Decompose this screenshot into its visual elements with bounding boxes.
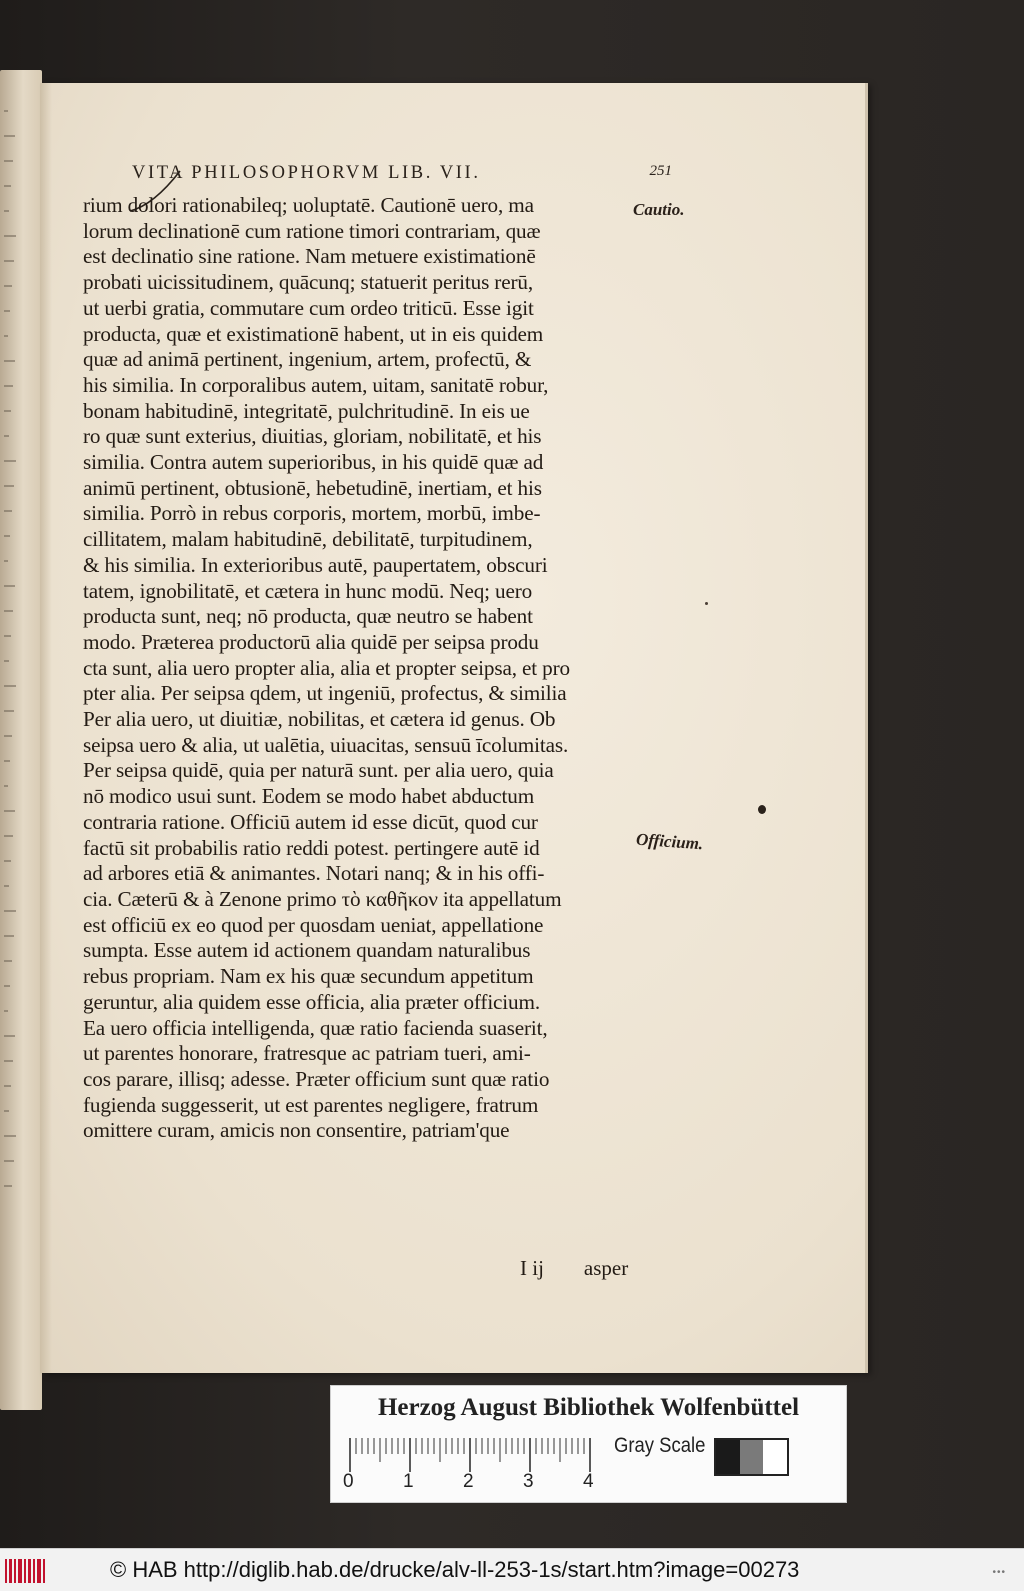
facing-page-text-trace [4, 210, 9, 212]
facing-page-text-trace [4, 735, 12, 737]
text-line: similia. Porrò in rebus corporis, mortem, morbū, imbe- [83, 501, 541, 526]
text-line: cos parare, illisq; adesse. Præter officium sunt quæ ratio [83, 1066, 550, 1091]
facing-page-text-trace [4, 485, 14, 487]
facing-page-text-trace [4, 410, 11, 412]
text-line: cta sunt, alia uero propter alia, alia et propter seipsa, et pro [83, 655, 570, 680]
page-gutter-shadow [40, 83, 52, 1373]
facing-page-text-trace [4, 685, 16, 687]
ruler-labels [343, 1471, 603, 1495]
facing-page-text-trace [4, 535, 10, 537]
facing-page-text-trace [4, 1060, 13, 1062]
running-head [132, 163, 672, 184]
text-line: est declinatio sine ratione. Nam metuere existimationē [83, 244, 536, 269]
text-line: cia. Cæterū & à Zenone primo τὸ καθῆκον ita appellatum [83, 886, 562, 911]
facing-page-text-trace [4, 810, 15, 812]
book-page [40, 83, 865, 1373]
facing-page-text-trace [4, 910, 16, 912]
text-line: producta sunt, neq; nō producta, quæ neutro se habent [83, 604, 533, 629]
facing-page-text-trace [4, 660, 9, 662]
text-line: bonam habitudinē, integritatē, pulchritudinē. In eis ue [83, 398, 530, 423]
text-line: rebus propriam. Nam ex his quæ secundum appetitum [83, 964, 534, 989]
facing-page-text-trace [4, 1035, 15, 1037]
facing-page-text-trace [4, 110, 8, 112]
facing-page-text-trace [4, 985, 10, 987]
facing-page-text-trace [4, 1160, 14, 1162]
facing-page-text-trace [4, 435, 9, 437]
text-line: Ea uero officia intelligenda, quæ ratio facienda suaserit, [83, 1015, 548, 1040]
facing-page-text-trace [4, 285, 12, 287]
ruler-label-0: 0 [343, 1471, 354, 1492]
text-line: similia. Contra autem superioribus, in his quidē quæ ad [83, 450, 544, 475]
facing-page-text-trace [4, 585, 15, 587]
text-line: Per alia uero, ut diuitiæ, nobilitas, et cætera id genus. Ob [83, 707, 556, 732]
text-line: factū sit probabilis ratio reddi potest. pertingere autē id [83, 835, 540, 860]
text-line: ro quæ sunt exterius, diuitias, gloriam, nobilitatē, et his [83, 424, 542, 449]
text-line: geruntur, alia quidem esse officia, alia præter officium. [83, 989, 540, 1014]
facing-page-text-trace [4, 510, 12, 512]
text-line: est officiū ex eo quod per quosdam ueniat, appellatione [83, 912, 544, 937]
body-text [83, 193, 673, 1144]
facing-page-text-trace [4, 560, 8, 562]
text-line: fugienda suggesserit, ut est parentes negligere, fratrum [83, 1092, 539, 1117]
text-line: seipsa uero & alia, ut ualētia, uiuacitas, sensuū īcolumitas. [83, 732, 569, 757]
text-line: tatem, ignobilitatē, et cætera in hunc modū. Neq; uero [83, 578, 533, 603]
folio-number: 251 [649, 163, 672, 179]
facing-page-text-trace [4, 385, 13, 387]
ruler-label-3: 3 [523, 1471, 534, 1492]
institution-name: Herzog August Bibliothek Wolfenbüttel [377, 1394, 800, 1421]
facing-page-text-trace [4, 160, 13, 162]
facing-page-text-trace [4, 710, 14, 712]
text-line: & his similia. In exterioribus autē, paupertatem, obscuri [83, 552, 548, 577]
facing-page-text-trace [4, 235, 16, 237]
copyright-url: © HAB http://diglib.hab.de/drucke/alv-ll-253-1s/start.htm?image=00273 [110, 1557, 800, 1582]
facing-page-edge [0, 70, 42, 1410]
text-line: Per seipsa quidē, quia per naturā sunt. per alia uero, quia [83, 758, 554, 783]
color-reference-card [330, 1385, 847, 1503]
text-line: probati uicissitudinem, quācunq; statuerit peritus rerū, [83, 270, 533, 295]
facing-page-text-trace [4, 960, 12, 962]
status-bar [0, 1548, 1024, 1591]
more-options-icon[interactable]: ••• [992, 1567, 1006, 1578]
text-line: sumpta. Esse autem id actionem quandam naturalibus [83, 938, 531, 963]
facing-page-text-trace [4, 185, 11, 187]
text-line: nō modico usui sunt. Eodem se modo habet abductum [83, 784, 535, 809]
facing-page-text-trace [4, 1085, 11, 1087]
facing-page-text-trace [4, 760, 10, 762]
ruler-label-2: 2 [463, 1471, 474, 1492]
ink-blot [758, 805, 766, 814]
facing-page-text-trace [4, 1110, 9, 1112]
facing-page-text-trace [4, 1135, 16, 1137]
scale-ruler [348, 1436, 598, 1476]
hab-barcode-logo-icon [4, 1556, 46, 1586]
gray-swatch [763, 1440, 787, 1474]
text-line: animū pertinent, obtusionē, hebetudinē, inertiam, et his [83, 475, 542, 500]
facing-page-text-trace [4, 310, 10, 312]
text-line: cillitatem, malam habitudinē, debilitatē, turpitudinem, [83, 527, 533, 552]
facing-page-text-trace [4, 635, 11, 637]
text-line: his similia. In corporalibus autem, uitam, sanitatē robur, [83, 372, 549, 397]
text-line: rium dolori rationabileq; uoluptatē. Cautionē uero, ma [83, 193, 534, 217]
facing-page-text-trace [4, 785, 8, 787]
text-line: ut parentes honorare, fratresque ac patriam tueri, ami- [83, 1041, 531, 1066]
facing-page-text-trace [4, 460, 16, 462]
marginal-note-cautio: Cautio. [633, 200, 685, 219]
facing-page-text-trace [4, 360, 15, 362]
facing-page-text-trace [4, 1010, 8, 1012]
text-line: ut uerbi gratia, commutare cum ordeo triticū. Esse igit [83, 295, 534, 320]
text-line: modo. Præterea productorū alia quidē per seipsa produ [83, 629, 539, 654]
text-line: ad arbores etiā & animantes. Notari nanq; & in his offi- [83, 861, 545, 886]
text-line: contraria ratione. Officiū autem id esse dicūt, quod cur [83, 809, 538, 834]
facing-page-text-trace [4, 885, 9, 887]
ink-speck [705, 602, 708, 605]
gray-scale-swatches [714, 1438, 789, 1476]
facing-page-text-trace [4, 135, 15, 137]
text-line: quæ ad animā pertinent, ingenium, artem, profectū, & [83, 347, 532, 372]
ruler-label-4: 4 [583, 1471, 594, 1492]
ruler-label-1: 1 [403, 1471, 414, 1492]
facing-page-text-trace [4, 835, 13, 837]
facing-page-text-trace [4, 935, 14, 937]
facing-page-text-trace [4, 860, 11, 862]
running-head-title: VITA PHILOSOPHORVM LIB. VII. [132, 163, 481, 183]
gray-scale-label: Gray Scale [614, 1434, 706, 1457]
facing-page-text-trace [4, 260, 14, 262]
catchword: asper [583, 1256, 629, 1280]
facing-page-text-trace [4, 335, 8, 337]
text-line: producta, quæ et existimationē habent, ut in eis quidem [83, 321, 544, 346]
text-line: omittere curam, amicis non consentire, patriam'que [83, 1118, 510, 1143]
gray-swatch [716, 1440, 740, 1474]
text-line: pter alia. Per seipsa qdem, ut ingeniū, profectus, & similia [83, 681, 567, 706]
text-line: lorum declinationē cum ratione timori contrariam, quæ [83, 218, 541, 243]
facing-page-text-trace [4, 1185, 12, 1187]
marginal-note-officium: Officium. [635, 829, 704, 854]
signature-line [520, 1256, 628, 1281]
gray-swatch [740, 1440, 764, 1474]
facing-page-text-trace [4, 610, 13, 612]
signature-mark: I ij [520, 1256, 544, 1280]
